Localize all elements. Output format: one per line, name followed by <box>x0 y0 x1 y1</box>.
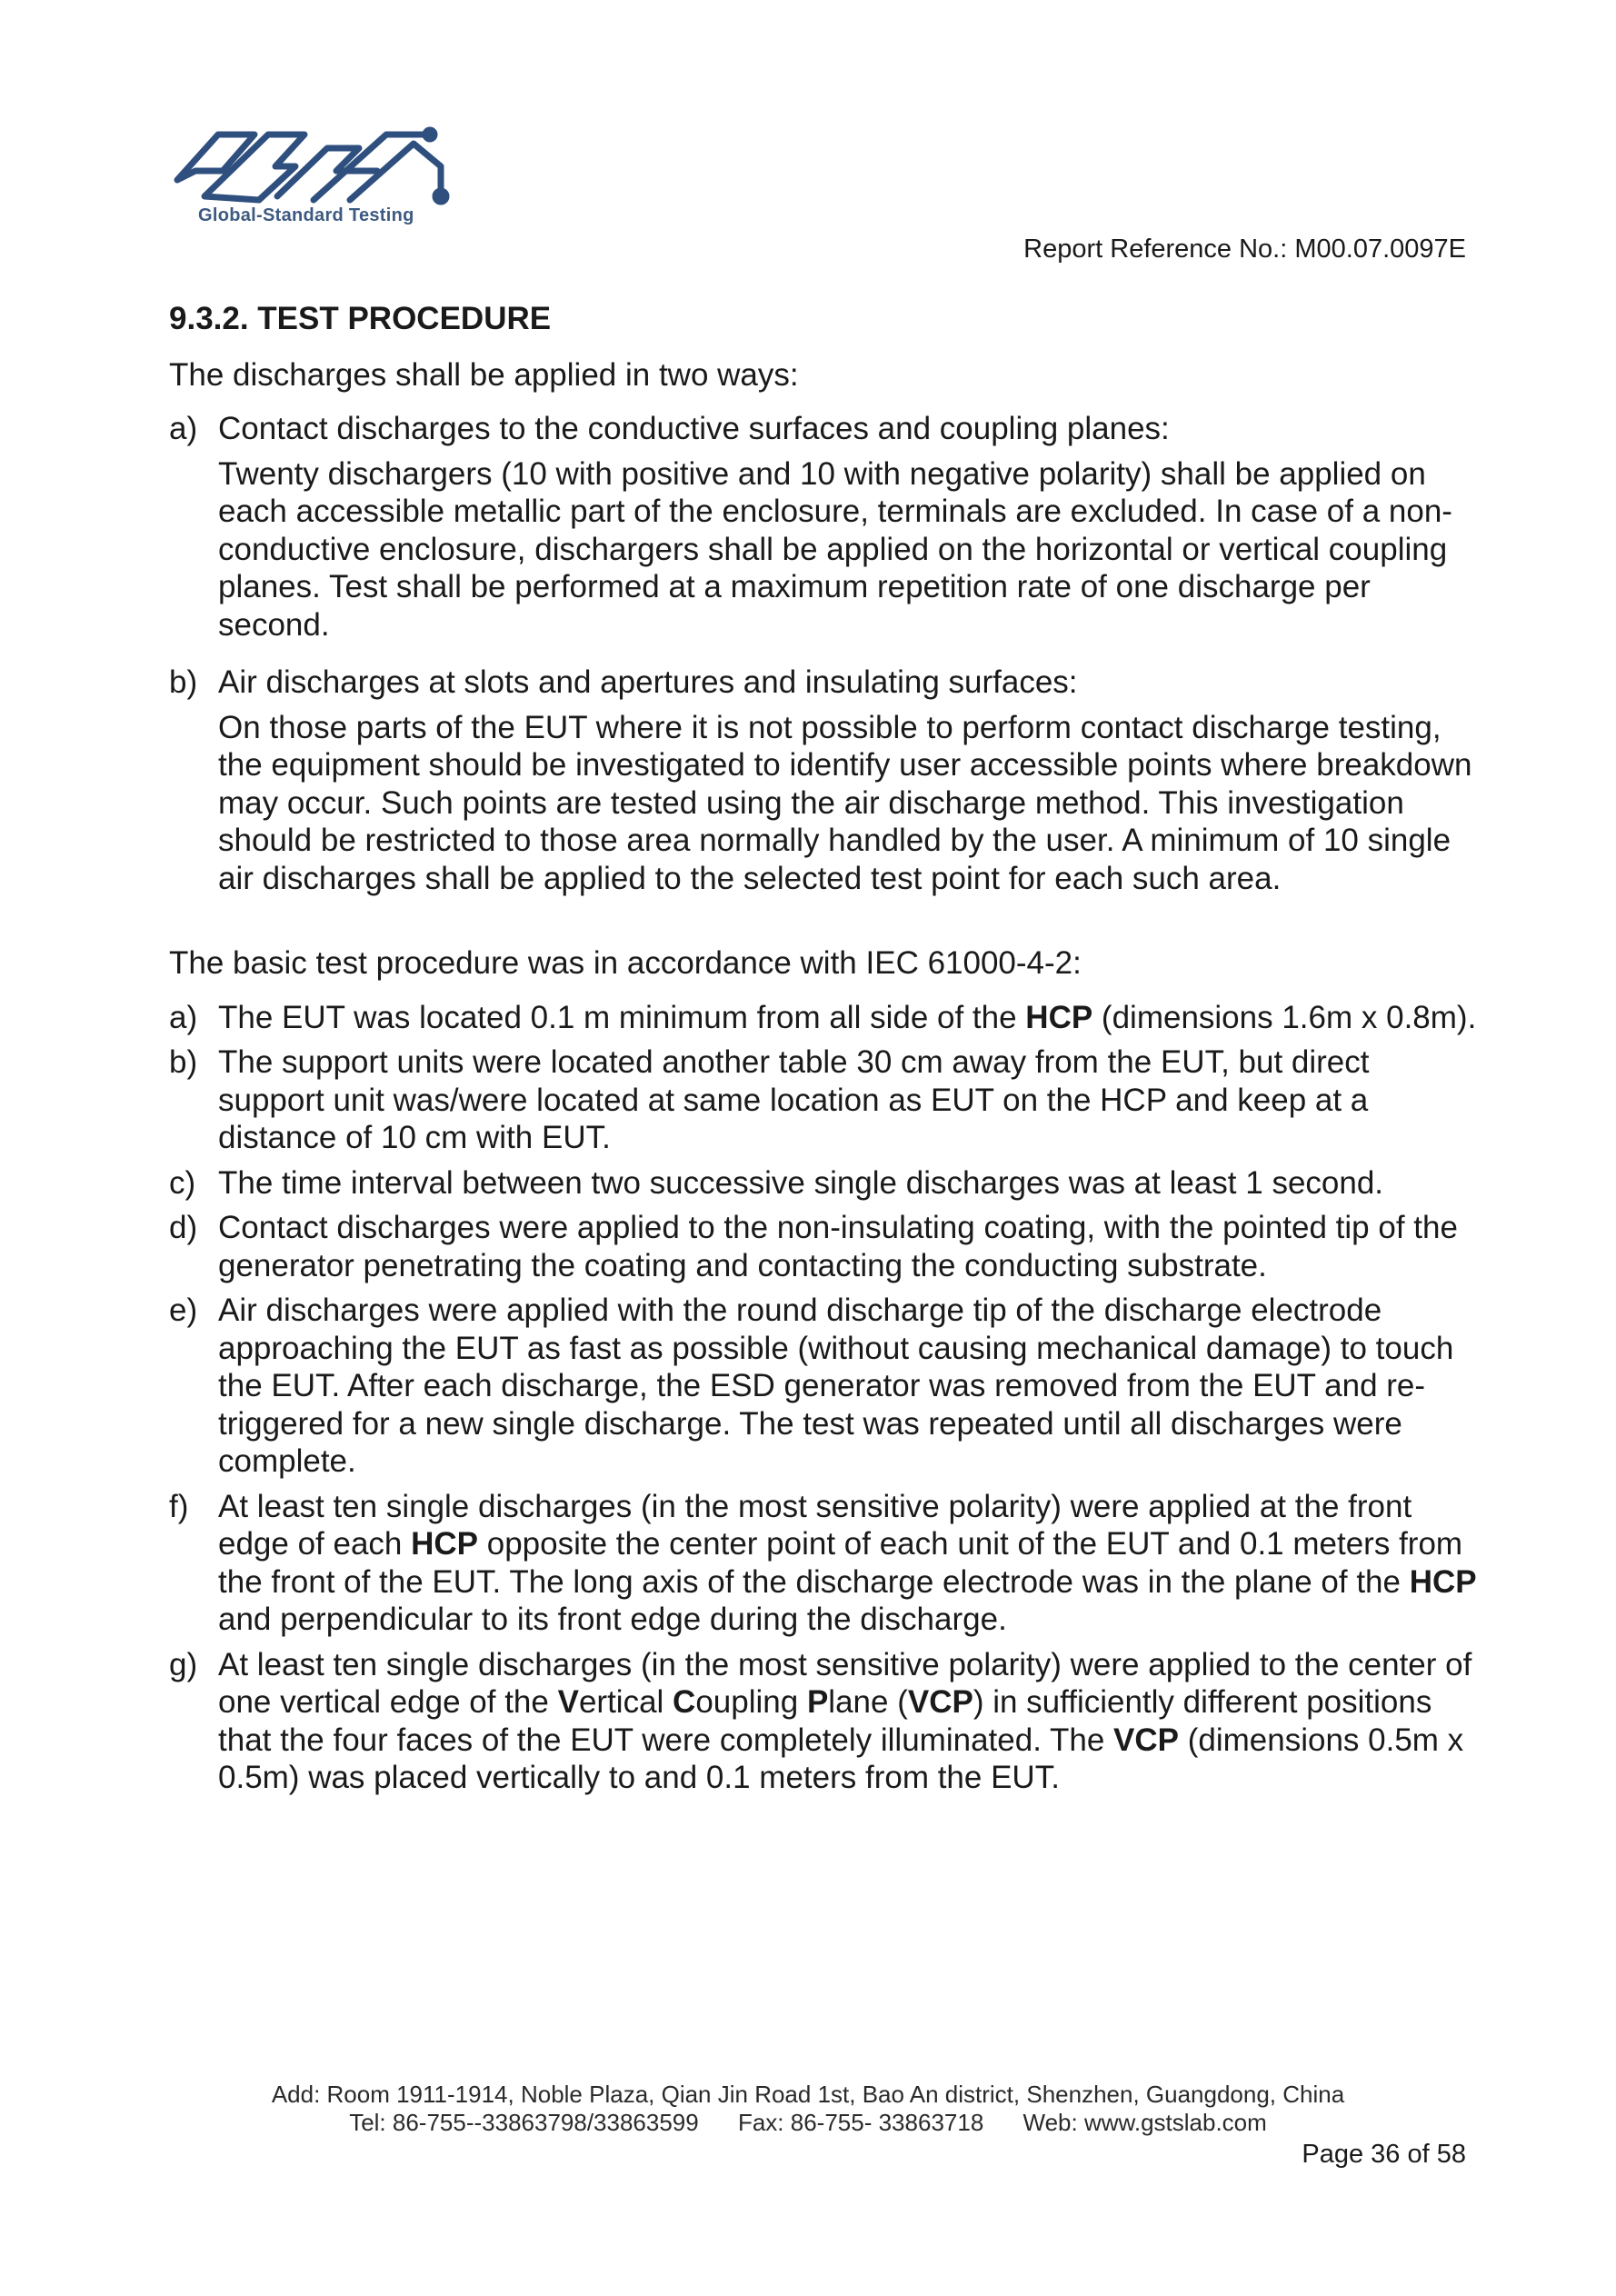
list-marker: a) <box>169 999 198 1035</box>
list-marker: e) <box>169 1293 198 1328</box>
footer-fax: Fax: 86-755- 33863718 <box>737 2109 984 2136</box>
logo-caption: Global-Standard Testing <box>198 205 414 225</box>
step-a: a) The EUT was located 0.1 m minimum from all side of the HCP (dimensions 1.6m x 0.8m). <box>169 999 1477 1035</box>
footer-contacts <box>0 2109 1616 2137</box>
footer-web: Web: www.gstslab.com <box>1022 2109 1267 2136</box>
list-marker: b) <box>169 664 198 700</box>
vcp-term: VCP <box>907 1684 973 1720</box>
step-b: b) The support units were located another table 30 cm away from the EUT, but direct support unit was/were located at same location as EUT on the HCP and keep at a distance of 10 cm with EUT. <box>169 1044 1370 1155</box>
way-item-b <box>169 664 1478 702</box>
step-d: d) Contact discharges were applied to the non-insulating coating, with the pointed tip of the generator penetrating the coating and contacting the conducting substrate. <box>169 1210 1458 1283</box>
page-number: Page 36 of 58 <box>1302 2140 1466 2169</box>
footer-address: Add: Room 1911-1914, Noble Plaza, Qian Jin Road 1st, Bao An district, Shenzhen, Guangdong, China <box>271 2081 1345 2108</box>
way-body-b: On those parts of the EUT where it is not possible to perform contact discharge testing, the equipment should be investigated to identify user accessible points where breakdown may occur. Such points are tested using the air discharge method. This investigation should be restricted to those area normally handled by the user. A minimum of 10 single air discharges shall be applied to the selected test point for each such area. <box>218 709 1472 896</box>
step-f: f) At least ten single discharges (in the most sensitive polarity) were applied at the front edge of each HCP opposite the center point of each unit of the EUT and 0.1 meters from the front of the EUT. The long axis of the discharge electrode was in the plane of the HCP and perpendicular to its front edge during the discharge. <box>169 1488 1477 1637</box>
way-item-a <box>169 410 1478 448</box>
list-marker: b) <box>169 1044 198 1080</box>
list-marker: c) <box>169 1164 196 1201</box>
list-marker: f) <box>169 1488 189 1524</box>
gst-logo-icon <box>168 116 464 216</box>
list-marker: d) <box>169 1210 198 1245</box>
report-reference: Report Reference No.: M00.07.0097E <box>1023 235 1466 264</box>
hcp-term: HCP <box>411 1526 479 1562</box>
hcp-term: HCP <box>1409 1563 1477 1600</box>
hcp-term: HCP <box>1025 999 1093 1035</box>
list-marker: g) <box>169 1646 198 1682</box>
step-g: g) At least ten single discharges (in the most sensitive polarity) were applied to the center of one vertical edge of the Vertical Coupling Plane (VCP) in sufficiently different positions that the four faces of the EUT were completely illuminated. The VCP (dimensions 0.5m x 0.5m) was placed vertically to and 0.1 meters from the EUT. <box>169 1646 1472 1795</box>
footer-tel: Tel: 86-755--33863798/33863599 <box>349 2109 699 2136</box>
step-c: c) The time interval between two successive single discharges was at least 1 second. <box>169 1164 1384 1201</box>
intro-paragraph: The discharges shall be applied in two ways: <box>169 356 799 393</box>
way-body-a: Twenty dischargers (10 with positive and 10 with negative polarity) shall be applied on each accessible metallic part of the enclosure, terminals are excluded. In case of a non-conductive enclosure, dischargers shall be applied on the horizontal or vertical coupling planes. Test shall be performed at a maximum repetition rate of one discharge per second. <box>218 455 1452 643</box>
list-marker: a) <box>169 411 198 446</box>
step-e: e) Air discharges were applied with the round discharge tip of the discharge electrode approaching the EUT as fast as possible (without causing mechanical damage) to touch the EUT. After each discharge, the ESD generator was removed from the EUT and re-triggered for a new single discharge. The test was repeated until all discharges were complete. <box>169 1293 1454 1479</box>
way-title: Air discharges at slots and apertures and insulating surfaces: <box>218 664 1078 700</box>
vcp-term: VCP <box>1113 1722 1180 1758</box>
section-heading: 9.3.2. TEST PROCEDURE <box>169 301 552 336</box>
document-body <box>169 300 1478 1804</box>
basic-procedure-intro: The basic test procedure was in accordance with IEC 61000-4-2: <box>169 945 1082 981</box>
way-title: Contact discharges to the conductive surfaces and coupling planes: <box>218 411 1170 446</box>
